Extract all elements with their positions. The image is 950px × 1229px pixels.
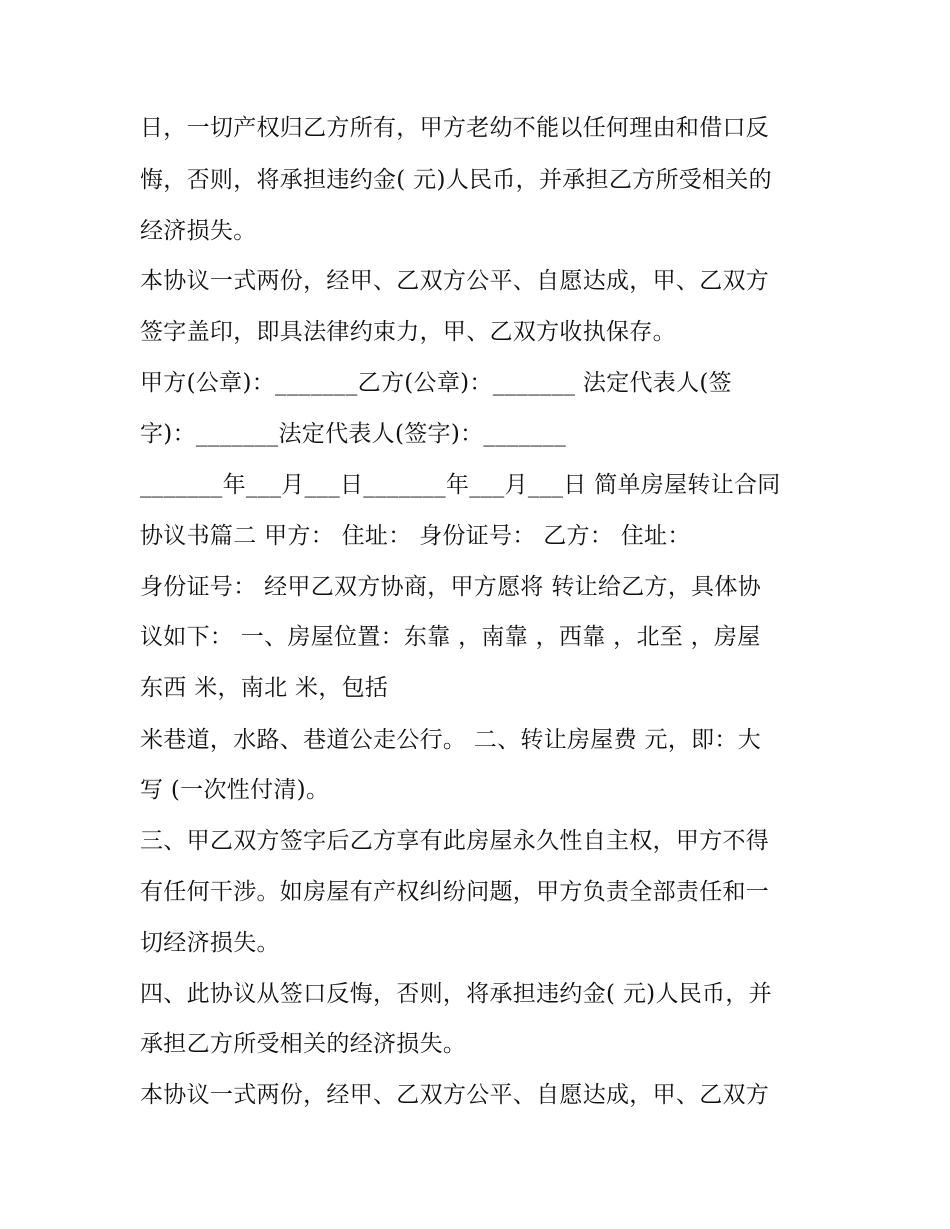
text-line: 有任何干涉。如房屋有产权纠纷问题，甲方负责全部责任和一 bbox=[140, 879, 770, 905]
text-line: 议如下： 一、房屋位置：东靠 ，南靠 ，西靠 ，北至 ，房屋 bbox=[140, 624, 761, 650]
text-line: 四、此协议从签口反悔，否则，将承担违约金( 元)人民币，并 bbox=[140, 981, 772, 1007]
text-line: 承担乙方所受相关的经济损失。 bbox=[140, 1031, 467, 1057]
text-line: 经济损失。 bbox=[140, 218, 257, 244]
text-line: 本协议一式两份，经甲、乙双方公平、自愿达成，甲、乙双方 bbox=[140, 268, 770, 294]
text-line: 东西 米，南北 米，包括 bbox=[140, 675, 389, 701]
text-line: 米巷道，水路、巷道公走公行。 二、转让房屋费 元，即：大 bbox=[140, 727, 762, 753]
text-line: 日，一切产权归乙方所有，甲方老幼不能以任何理由和借口反 bbox=[140, 115, 770, 141]
text-line: 悔，否则，将承担违约金( 元)人民币，并承担乙方所受相关的 bbox=[140, 167, 772, 193]
text-line: 签字盖印，即具法律约束力，甲、乙双方收执保存。 bbox=[140, 319, 676, 345]
text-line: 协议书篇二 甲方： 住址： 身份证号： 乙方： 住址： bbox=[140, 523, 691, 549]
text-line: 身份证号： 经甲乙双方协商，甲方愿将 转让给乙方，具体协 bbox=[140, 574, 762, 600]
text-line: 三、甲乙双方签字后乙方享有此房屋永久性自主权，甲方不得 bbox=[140, 828, 770, 854]
text-line: 切经济损失。 bbox=[140, 930, 280, 956]
text-line: 甲方(公章)：_______乙方(公章)：_______ 法定代表人(签 bbox=[140, 370, 732, 396]
text-line: 写 (一次性付清)。 bbox=[140, 777, 330, 803]
text-line: 字)：_______法定代表人(签字)：_______ bbox=[140, 421, 567, 447]
text-line: 本协议一式两份，经甲、乙双方公平、自愿达成，甲、乙双方 bbox=[140, 1082, 770, 1108]
text-line: _______年___月___日_______年___月___日 简单房屋转让合同 bbox=[140, 472, 781, 498]
